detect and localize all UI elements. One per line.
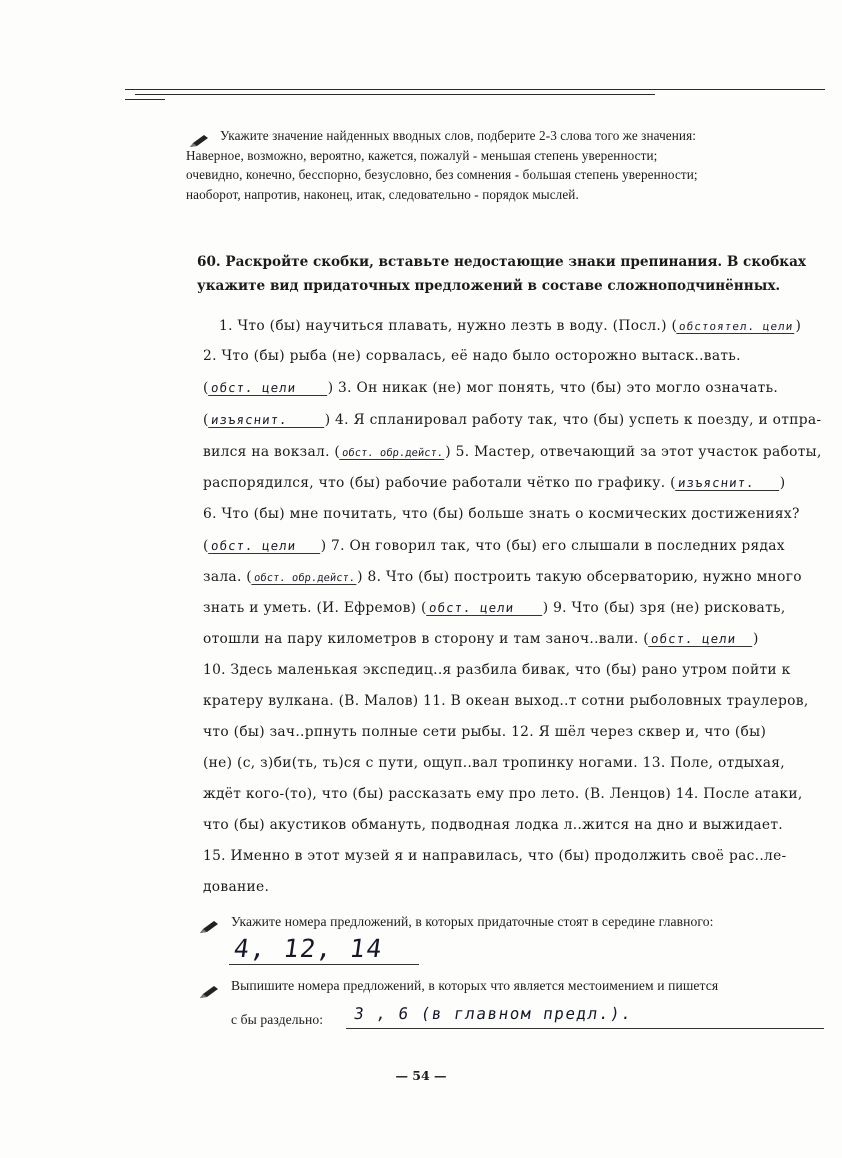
handwritten-answer: обст. цели (208, 380, 329, 396)
exercise-line: ждёт кого-(то), что (бы) рассказать ему про лето. (В. Ленцов) 14. После атаки, (203, 786, 803, 802)
question-1-text: Укажите номера предложений, в которых придаточные стоят в середине главного: (231, 914, 714, 929)
handwritten-answer: обст. обр.дейст. (251, 572, 358, 585)
exercise-line: 6. Что (бы) мне почитать, что (бы) больше знать о космических достижениях? (203, 506, 800, 522)
exercise-line: (не) (с, з)би(ть, ть)ся с пути, ощуп..вал тропинку ногами. 13. Поле, отдыхая, (203, 755, 785, 771)
handwritten-answer: обст. обр.дейст. (339, 447, 446, 460)
task-line: Наверное, возможно, вероятно, кажется, пожалуй - меньшая степень уверенности; (186, 147, 658, 163)
exercise-line: вился на вокзал. (обст. обр.дейст.) 5. Мастер, отвечающий за этот участок работы, (203, 444, 822, 460)
exercise-line: знать и уметь. (И. Ефремов) (обст. цели ) 9. Что (бы) зря (не) рисковать, (203, 600, 786, 616)
exercise-line: (обст. цели ) 7. Он говорил так, что (бы) его слышали в последних рядах (203, 538, 785, 554)
question-1-answer: 4, 12, 14 (231, 934, 386, 963)
question-2-text: Выпишите номера предложений, в которых что является местоимением и пишется (231, 978, 719, 993)
task-line: очевидно, конечно, бесспорно, безусловно, без сомнения - большая степень уверенности; (186, 167, 698, 182)
top-rule-2 (135, 94, 655, 95)
question-2-answer: 3 , 6 (в главном предл.). (352, 1004, 634, 1023)
task-intro (186, 126, 826, 204)
exercise-line: зала. (обст. обр.дейст.) 8. Что (бы) построить такую обсерваторию, нужно много (203, 569, 802, 585)
exercise-line: (изъяснит. ) 4. Я спланировал работу так, что (бы) успеть к поезду, и отпра- (203, 412, 822, 428)
exercise-line: 15. Именно в этот музей я и направилась, что (бы) продолжить своё рас..ле- (203, 848, 787, 864)
exercise-line: что (бы) акустиков обмануть, подводная лодка л..жится на дно и выжидает. (203, 817, 783, 833)
page-number: — 54 — (395, 1068, 447, 1083)
top-rule-3 (125, 99, 165, 100)
handwritten-answer: обстоятел. цели (676, 320, 796, 334)
top-rule-1 (125, 89, 825, 90)
handwritten-answer: обст. цели (426, 600, 544, 616)
exercise-line: 10. Здесь маленькая экспедиц..я разбила бивак, что (бы) рано утром пойти к (203, 662, 791, 678)
question-2-answer-line (346, 1028, 824, 1029)
handwritten-answer: изъяснит. (208, 412, 326, 428)
exercise-line: дование. (203, 879, 270, 895)
exercise-line: распорядился, что (бы) рабочие работали чётко по графику. (изъяснит. ) (203, 475, 786, 491)
exercise-line: отошли на пару километров в сторону и там заноч..вали. (обст. цели ) (203, 631, 759, 647)
question-2-prefix: с бы раздельно: (231, 1012, 324, 1027)
pencil-icon (199, 920, 219, 934)
exercise-line: что (бы) зач..рпнуть полные сети рыбы. 12. Я шёл через сквер и, что (бы) (203, 724, 767, 740)
pencil-icon (199, 985, 219, 999)
handwritten-answer: изъяснит. (675, 475, 781, 491)
exercise-line: 2. Что (бы) рыба (не) сорвалась, её надо было осторожно вытаск..вать. (203, 348, 741, 364)
exercise-title: 60. Раскройте скобки, вставьте недостающие знаки препинания. В скобках укажите вид придаточных предложений в составе сложноподчинённых. (197, 254, 807, 294)
exercise-line: (обст. цели ) 3. Он никак (не) мог понять, что (бы) это могло означать. (203, 380, 779, 396)
task-instruction: Укажите значение найденных вводных слов, подберите 2-3 слова того же значения: (220, 128, 697, 143)
exercise-line: 1. Что (бы) научиться плавать, нужно лезть в воду. (Посл.) (обстоятел. цели) (219, 318, 802, 334)
question-1-answer-line (229, 964, 419, 965)
handwritten-answer: обст. цели (208, 538, 322, 554)
exercise-line: кратеру вулкана. (В. Малов) 11. В океан выход..т сотни рыболовных траулеров, (203, 693, 809, 709)
handwritten-answer: обст. цели (648, 631, 754, 647)
task-line: наоборот, напротив, наконец, итак, следовательно - порядок мыслей. (186, 186, 579, 202)
